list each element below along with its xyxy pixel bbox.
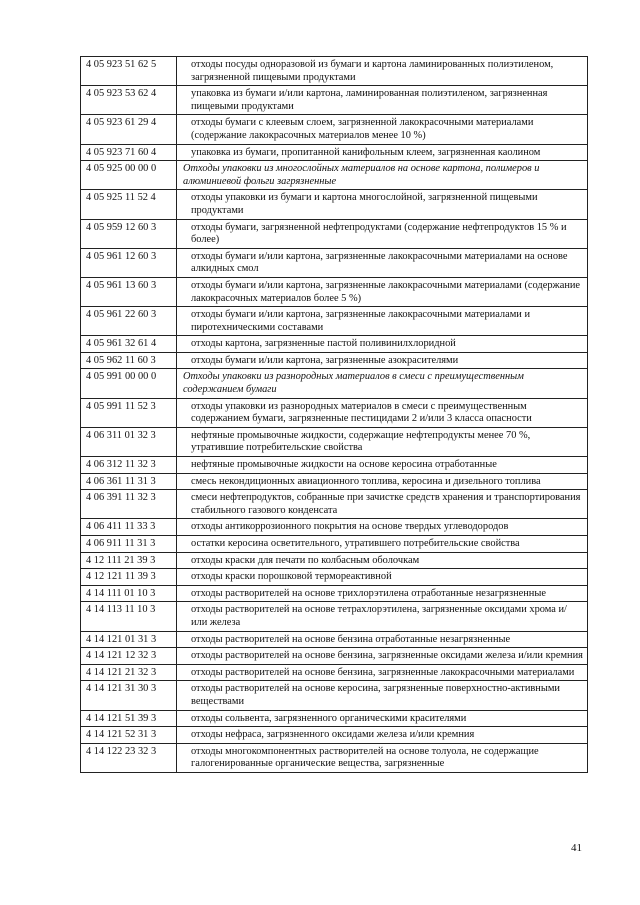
waste-code-cell: 4 14 111 01 10 3	[81, 585, 177, 602]
table-row	[81, 398, 588, 427]
table-row	[81, 681, 588, 710]
waste-description-cell: отходы бумаги и/или картона, загрязненные лакокрасочными материалами (содержание лакокрасочных материалов более 5 %)	[177, 277, 588, 306]
waste-description-cell: смеси нефтепродуктов, собранные при зачистке средств хранения и транспортирования стабильного газового конденсата	[177, 490, 588, 519]
table-row	[81, 473, 588, 490]
waste-description-cell: упаковка из бумаги, пропитанной канифольным клеем, загрязненная каолином	[177, 144, 588, 161]
table-row	[81, 631, 588, 648]
waste-description-cell: смесь некондиционных авиационного топлива, керосина и дизельного топлива	[177, 473, 588, 490]
group-row	[81, 161, 588, 190]
waste-code-cell: 4 05 962 11 60 3	[81, 352, 177, 369]
table-row	[81, 602, 588, 631]
waste-description-cell: отходы растворителей на основе бензина, загрязненные лакокрасочными материалами	[177, 664, 588, 681]
table-row	[81, 307, 588, 336]
table-row	[81, 190, 588, 219]
waste-code-cell: 4 14 121 51 39 3	[81, 710, 177, 727]
table-row	[81, 86, 588, 115]
table-row	[81, 457, 588, 474]
waste-description-cell: отходы бумаги и/или картона, загрязненные лакокрасочными материалами на основе алкидных смол	[177, 248, 588, 277]
waste-code-cell: 4 05 961 12 60 3	[81, 248, 177, 277]
waste-code-cell: 4 06 361 11 31 3	[81, 473, 177, 490]
waste-description-cell: отходы многокомпонентных растворителей на основе толуола, не содержащие галогенированные органические вещества, загрязненные	[177, 743, 588, 772]
waste-code-cell: 4 06 411 11 33 3	[81, 519, 177, 536]
table-row	[81, 219, 588, 248]
waste-code-cell: 4 05 923 51 62 5	[81, 57, 177, 86]
waste-code-cell: 4 06 911 11 31 3	[81, 536, 177, 553]
waste-code-cell: 4 06 312 11 32 3	[81, 457, 177, 474]
table-row	[81, 519, 588, 536]
table-row	[81, 144, 588, 161]
waste-code-cell: 4 05 991 11 52 3	[81, 398, 177, 427]
page-number: 41	[571, 842, 582, 854]
waste-description-cell: отходы бумаги, загрязненной нефтепродуктами (содержание нефтепродуктов 15 % и более)	[177, 219, 588, 248]
table-row	[81, 277, 588, 306]
waste-description-cell: нефтяные промывочные жидкости на основе керосина отработанные	[177, 457, 588, 474]
waste-description-cell: остатки керосина осветительного, утратившего потребительские свойства	[177, 536, 588, 553]
waste-code-cell: 4 14 121 01 31 3	[81, 631, 177, 648]
waste-code-cell: 4 14 121 12 32 3	[81, 648, 177, 665]
table-row	[81, 727, 588, 744]
waste-description-cell: Отходы упаковки из разнородных материалов в смеси с преимущественным содержанием бумаги	[177, 369, 588, 398]
table-row	[81, 569, 588, 586]
table-row	[81, 352, 588, 369]
waste-code-cell: 4 05 961 13 60 3	[81, 277, 177, 306]
waste-description-cell: отходы растворителей на основе трихлорэтилена отработанные незагрязненные	[177, 585, 588, 602]
waste-code-cell: 4 12 111 21 39 3	[81, 552, 177, 569]
waste-description-cell: отходы растворителей на основе бензина, загрязненные оксидами железа и/или кремния	[177, 648, 588, 665]
waste-code-cell: 4 12 121 11 39 3	[81, 569, 177, 586]
waste-description-cell: Отходы упаковки из многослойных материалов на основе картона, полимеров и алюминиевой фольги загрязненные	[177, 161, 588, 190]
waste-description-cell: отходы посуды одноразовой из бумаги и картона ламинированных полиэтиленом, загрязненной пищевыми продуктами	[177, 57, 588, 86]
waste-description-cell: отходы упаковки из бумаги и картона многослойной, загрязненной пищевыми продуктами	[177, 190, 588, 219]
waste-code-cell: 4 06 311 01 32 3	[81, 427, 177, 456]
waste-code-cell: 4 05 923 53 62 4	[81, 86, 177, 115]
waste-description-cell: отходы растворителей на основе тетрахлорэтилена, загрязненные оксидами хрома и/или железа	[177, 602, 588, 631]
waste-code-cell: 4 05 925 00 00 0	[81, 161, 177, 190]
table-row	[81, 336, 588, 353]
table-row	[81, 710, 588, 727]
waste-code-cell: 4 14 121 31 30 3	[81, 681, 177, 710]
table-row	[81, 536, 588, 553]
waste-code-cell: 4 14 122 23 32 3	[81, 743, 177, 772]
table-row	[81, 743, 588, 772]
waste-code-cell: 4 05 991 00 00 0	[81, 369, 177, 398]
waste-description-cell: отходы краски порошковой термореактивной	[177, 569, 588, 586]
waste-description-cell: отходы упаковки из разнородных материалов в смеси с преимущественным содержанием бумаги, загрязненные пестицидами 2 и/или 3 класса опасности	[177, 398, 588, 427]
table-row	[81, 248, 588, 277]
waste-code-cell: 4 14 121 21 32 3	[81, 664, 177, 681]
waste-description-cell: отходы бумаги с клеевым слоем, загрязненной лакокрасочными материалами (содержание лакокрасочных материалов менее 10 %)	[177, 115, 588, 144]
table-body	[81, 57, 588, 773]
waste-description-cell: отходы сольвента, загрязненного органическими красителями	[177, 710, 588, 727]
waste-description-cell: отходы краски для печати по колбасным оболочкам	[177, 552, 588, 569]
group-row	[81, 369, 588, 398]
waste-description-cell: отходы растворителей на основе бензина отработанные незагрязненные	[177, 631, 588, 648]
table-row	[81, 57, 588, 86]
waste-description-cell: упаковка из бумаги и/или картона, ламинированная полиэтиленом, загрязненная пищевыми продуктами	[177, 86, 588, 115]
table-row	[81, 648, 588, 665]
waste-code-cell: 4 05 961 32 61 4	[81, 336, 177, 353]
waste-description-cell: отходы бумаги и/или картона, загрязненные лакокрасочными материалами и пиротехническими составами	[177, 307, 588, 336]
table-row	[81, 552, 588, 569]
waste-classification-table	[80, 56, 588, 773]
waste-description-cell: отходы картона, загрязненные пастой поливинилхлоридной	[177, 336, 588, 353]
waste-description-cell: отходы растворителей на основе керосина, загрязненные поверхностно-активными веществами	[177, 681, 588, 710]
waste-description-cell: отходы антикоррозионного покрытия на основе твердых углеводородов	[177, 519, 588, 536]
waste-code-cell: 4 05 923 71 60 4	[81, 144, 177, 161]
table-row	[81, 490, 588, 519]
table-row	[81, 427, 588, 456]
waste-code-cell: 4 05 961 22 60 3	[81, 307, 177, 336]
waste-code-cell: 4 14 121 52 31 3	[81, 727, 177, 744]
waste-description-cell: отходы нефраса, загрязненного оксидами железа и/или кремния	[177, 727, 588, 744]
waste-code-cell: 4 05 959 12 60 3	[81, 219, 177, 248]
waste-code-cell: 4 14 113 11 10 3	[81, 602, 177, 631]
table-row	[81, 664, 588, 681]
waste-code-cell: 4 05 923 61 29 4	[81, 115, 177, 144]
waste-code-cell: 4 05 925 11 52 4	[81, 190, 177, 219]
table-row	[81, 115, 588, 144]
waste-code-cell: 4 06 391 11 32 3	[81, 490, 177, 519]
waste-description-cell: нефтяные промывочные жидкости, содержащие нефтепродукты менее 70 %, утратившие потребительские свойства	[177, 427, 588, 456]
table-row	[81, 585, 588, 602]
waste-description-cell: отходы бумаги и/или картона, загрязненные азокрасителями	[177, 352, 588, 369]
